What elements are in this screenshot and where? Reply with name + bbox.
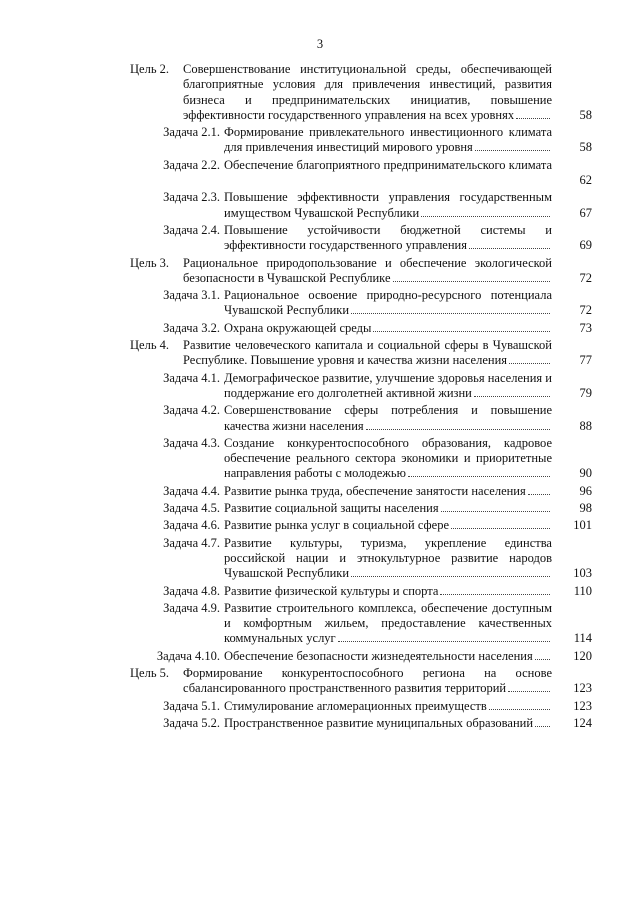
- toc-entry-title: Пространственное развитие муниципальных образований: [224, 715, 534, 730]
- dot-leader: [373, 331, 550, 332]
- toc-entry-label: Задача 4.10.: [156, 648, 220, 663]
- toc-entry-label: Задача 3.2.: [163, 320, 220, 335]
- toc-task-entry[interactable]: [130, 403, 592, 434]
- toc-task-entry[interactable]: [130, 536, 592, 582]
- toc-entry-label: Задача 4.2.: [163, 403, 220, 418]
- toc-entry-page: 101: [573, 518, 592, 533]
- toc-entry-title: Формирование привлекательного инвестиционного климата для привлечения инвестиций мирового уровня: [224, 125, 552, 155]
- toc-entry-page: 110: [573, 583, 592, 598]
- toc-task-entry[interactable]: [130, 321, 592, 336]
- dot-leader: [421, 216, 550, 217]
- toc-entry-title: Развитие физической культуры и спорта: [224, 583, 439, 598]
- toc-entry-page: 120: [573, 648, 592, 663]
- toc-entry-label: Задача 5.2.: [163, 715, 220, 730]
- toc-entry-title: Стимулирование агломерационных преимуществ: [224, 698, 487, 713]
- toc-entry-label: Задача 2.4.: [163, 222, 220, 237]
- toc-entry-label: Задача 4.4.: [163, 483, 220, 498]
- toc-entry-label: Задача 4.6.: [163, 518, 220, 533]
- toc-entry-page: 72: [579, 270, 592, 285]
- table-of-contents: [130, 60, 592, 731]
- toc-entry-title: Развитие строительного комплекса, обеспечение доступным и комфортным жильем, предоставление качественных коммунальных услуг: [224, 600, 552, 646]
- toc-entry-title: Рациональное природопользование и обеспечение экологической безопасности в Чувашской Республике: [183, 255, 552, 285]
- toc-entry-page: 58: [579, 140, 592, 155]
- toc-entry-page: 79: [579, 385, 592, 400]
- dot-leader: [469, 248, 550, 249]
- toc-entry-page: 69: [579, 238, 592, 253]
- dot-leader: [338, 641, 550, 642]
- toc-task-entry[interactable]: [130, 699, 592, 714]
- dot-leader: [393, 281, 551, 282]
- dot-leader: [474, 396, 550, 397]
- toc-entry-title: Демографическое развитие, улучшение здоровья населения и поддержание его долголетней активной жизни: [224, 370, 552, 400]
- toc-entry-title: Формирование конкурентоспособного региона на основе сбалансированного пространственного развития территорий: [183, 665, 552, 696]
- toc-entry-page: 98: [579, 501, 592, 516]
- toc-entry-label: Задача 3.1.: [163, 288, 220, 303]
- toc-entry-label: Задача 4.9.: [163, 600, 220, 615]
- toc-entry-page: 124: [573, 715, 592, 730]
- toc-entry-label: Задача 4.1.: [163, 370, 220, 385]
- toc-entry-page: 77: [579, 353, 592, 368]
- toc-entry-label: Задача 4.3.: [163, 435, 220, 450]
- toc-entry-title: Развитие социальной защиты населения: [224, 501, 439, 516]
- dot-leader: [535, 659, 550, 660]
- toc-entry-title: Развитие культуры, туризма, укрепление единства российской нации и этнокультурное развитие народов Чувашской Республики: [224, 535, 552, 581]
- toc-task-entry[interactable]: [130, 649, 592, 664]
- dot-leader: [509, 363, 550, 364]
- toc-entry-label: Цель 4.: [130, 338, 170, 353]
- toc-entry-title: Обеспечение безопасности жизнедеятельности населения: [224, 648, 533, 663]
- dot-leader: [440, 594, 550, 595]
- toc-entry-page: 58: [579, 107, 592, 122]
- toc-entry-title: Обеспечение благоприятного предпринимательского климата: [224, 157, 552, 172]
- toc-entry-page: 103: [573, 566, 592, 581]
- toc-entry-page: 67: [579, 205, 592, 220]
- toc-entry-title: Развитие человеческого капитала и социальной сферы в Чувашской Республике. Повышение уровня и качества жизни населения: [183, 338, 552, 368]
- toc-entry-label: Задача 5.1.: [163, 698, 220, 713]
- toc-task-entry[interactable]: [130, 223, 592, 254]
- dot-leader: [351, 313, 550, 314]
- toc-task-entry[interactable]: [130, 288, 592, 319]
- toc-entry-label: Задача 4.8.: [163, 583, 220, 598]
- page-number: 3: [316, 37, 324, 51]
- toc-task-entry[interactable]: [130, 601, 592, 647]
- dot-leader: [366, 429, 550, 430]
- dot-leader: [508, 691, 550, 692]
- toc-entry-title: Совершенствование сферы потребления и повышение качества жизни населения: [224, 403, 552, 433]
- toc-task-entry[interactable]: [130, 371, 592, 402]
- toc-task-entry[interactable]: [130, 158, 592, 189]
- toc-entry-label: Задача 2.1.: [163, 125, 220, 140]
- dot-leader: [475, 150, 550, 151]
- toc-task-entry[interactable]: [130, 501, 592, 516]
- toc-entry-label: Цель 2.: [130, 62, 170, 76]
- toc-entry-label: Задача 4.5.: [163, 501, 220, 516]
- toc-entry-label: Цель 3.: [130, 255, 170, 270]
- toc-entry-title: Повышение эффективности управления государственным имуществом Чувашской Республики: [224, 190, 552, 220]
- toc-entry-page: 114: [573, 631, 592, 646]
- toc-task-entry[interactable]: [130, 484, 592, 499]
- toc-entry-title: Создание конкурентоспособного образования, кадровое обеспечение реального сектора экономики и приоритетные направления работы с молодежью: [224, 435, 552, 481]
- toc-task-entry[interactable]: [130, 436, 592, 482]
- dot-leader: [441, 511, 550, 512]
- toc-goal-entry[interactable]: [130, 666, 592, 697]
- toc-task-entry[interactable]: [130, 716, 592, 731]
- toc-goal-entry[interactable]: [130, 256, 592, 287]
- dot-leader: [516, 118, 550, 119]
- toc-entry-label: Цель 5.: [130, 665, 170, 680]
- toc-entry-page: 123: [573, 681, 592, 696]
- toc-task-entry[interactable]: [130, 518, 592, 533]
- dot-leader: [528, 494, 550, 495]
- toc-entry-page: 123: [573, 698, 592, 713]
- toc-task-entry[interactable]: [130, 584, 592, 599]
- toc-entry-title: Совершенствование институциональной среды, обеспечивающей благоприятные условия для привлечения инвестиций, развития бизнеса и предпринимательских инициатив, повышение эффективности государственного управления на всех уровнях: [183, 62, 552, 122]
- toc-entry-title: Повышение устойчивости бюджетной системы и эффективности государственного управления: [224, 222, 552, 253]
- toc-entry-page: 90: [579, 466, 592, 481]
- toc-entry-title: Охрана окружающей среды: [224, 320, 372, 335]
- dot-leader: [451, 528, 550, 529]
- dot-leader: [351, 576, 550, 577]
- toc-goal-entry[interactable]: [130, 338, 592, 369]
- toc-entry-label: Задача 4.7.: [163, 535, 220, 550]
- toc-entry-page: 88: [579, 418, 592, 433]
- toc-entry-label: Задача 2.2.: [163, 157, 220, 172]
- toc-goal-entry[interactable]: [130, 62, 592, 123]
- toc-task-entry[interactable]: [130, 190, 592, 221]
- toc-entry-page: 62: [579, 173, 592, 188]
- dot-leader: [489, 709, 550, 710]
- dot-leader: [408, 476, 550, 477]
- toc-task-entry[interactable]: [130, 125, 592, 156]
- toc-entry-page: 73: [579, 320, 592, 335]
- dot-leader: [535, 726, 550, 727]
- toc-entry-label: Задача 2.3.: [163, 190, 220, 205]
- toc-entry-title: Рациональное освоение природно-ресурсного потенциала Чувашской Республики: [224, 288, 552, 318]
- toc-entry-title: Развитие рынка услуг в социальной сфере: [224, 518, 449, 533]
- toc-entry-title: Развитие рынка труда, обеспечение занятости населения: [224, 483, 526, 498]
- toc-entry-page: 72: [579, 303, 592, 318]
- toc-entry-page: 96: [579, 483, 592, 498]
